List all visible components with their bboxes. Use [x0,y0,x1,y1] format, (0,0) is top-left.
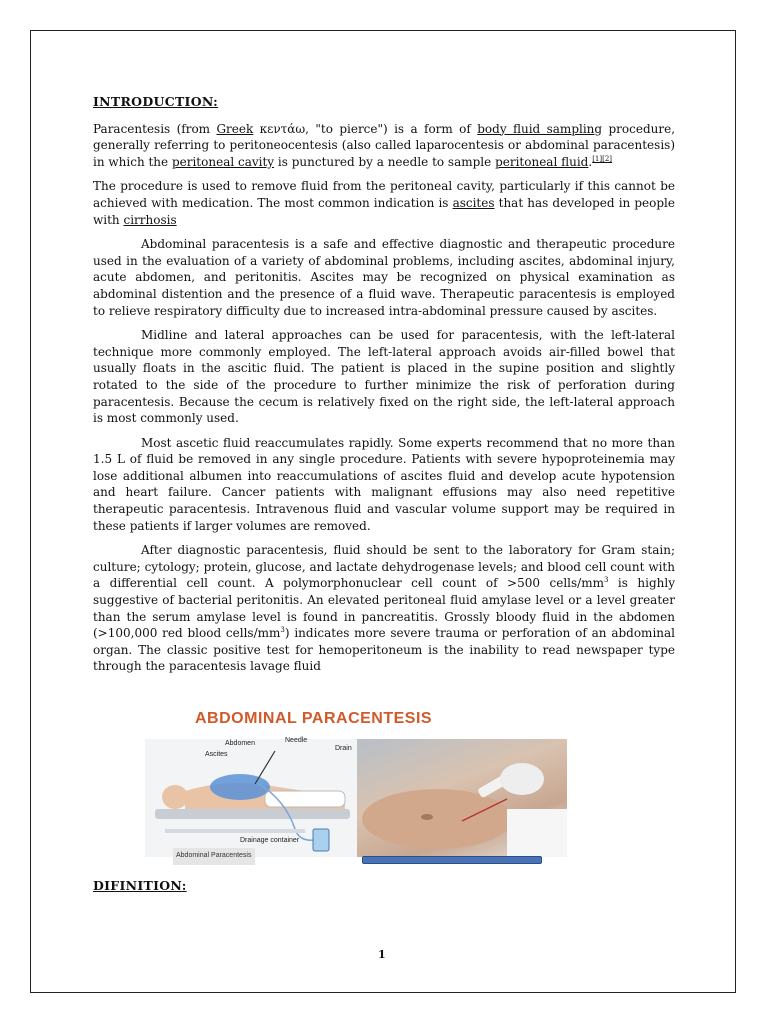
paragraph-approaches: Midline and lateral approaches can be used for paracentesis, with the left-lateral technique more commonly employed. The left-lateral approach avoids air-filled bowel that usually floats in the ascitic fluid. The patient is placed in the supine position and slightly rotated to the side of the procedure to further minimize the risk of perforation during paracentesis. Because the cecum is relatively fixed on the right side, the left-lateral approach is most commonly used. [93,328,675,426]
definition-heading: DIFINITION: [93,878,187,893]
link-peritoneal-cavity[interactable]: peritoneal cavity [171,154,275,169]
figure-title: ABDOMINAL PARACENTESIS [195,710,433,727]
illustration-panel [145,739,357,857]
link-body-fluid-sampling[interactable]: body fluid sampling [477,121,603,136]
document-body [93,94,675,861]
text: After diagnostic paracentesis, fluid should be sent to the laboratory for Gram stain; culture; cytology; protein, glucose, and lactate dehydrogenase levels; and blood cell count with a differential cell count. A polymorphonuclear cell count of >500 cells/mm [93,543,675,591]
superscript: 3 [280,626,285,635]
link-peritoneal-fluid[interactable]: peritoneal fluid [495,154,589,169]
paragraph-laboratory [93,542,675,675]
figure-caption: Abdominal Paracentesis [173,848,255,865]
text: . [588,154,593,169]
decorative-bar [362,856,542,864]
text: procedure, generally referring to peritoneocentesis (also called laparocentesis or abdominal paracentesis) in which the [93,121,676,169]
label-abdomen: Abdomen [225,740,255,747]
paragraph-purpose [93,178,675,228]
text: is punctured by a needle to sample [274,154,496,169]
link-greek[interactable]: Greek [216,121,254,136]
paragraph-reaccumulation: Most ascetic fluid reaccumulates rapidly. Some experts recommend that no more than 1.5 L of fluid be removed in any single procedure. Patients with severe hypoproteinemia may lose additional albumen into reaccumulations of ascites fluid and develop acute hypotension and heart failure. Cancer patients with malignant effusions may also need repetitive therapeutic paracentesis. Intravenous fluid and vascular volume support may be required in these patients if larger volumes are removed. [93,435,675,533]
link-ascites[interactable]: ascites [452,195,495,210]
paragraph-safety: Abdominal paracentesis is a safe and effective diagnostic and therapeutic procedure used in the evaluation of a variety of abdominal problems, including ascites, abdominal injury, acute abdomen, and peritonitis. Ascites may be recognized on physical examination as abdominal distention and the presence of a fluid wave. Therapeutic paracentesis is employed to relieve respiratory difficulty due to increased intra-abdominal pressure caused by ascites. [93,237,675,318]
introduction-heading: INTRODUCTION: [93,94,219,109]
text: ) indicates more severe trauma or perforation of an abdominal organ. The classic positive test for hemoperitoneum is the inability to read newspaper type through the paracentesis lavage fluid [93,626,675,674]
paracentesis-figure [145,711,585,861]
label-ascites: Ascites [205,751,228,758]
text: that has developed in people with [93,195,675,227]
page-number: 1 [378,948,386,961]
link-cirrhosis[interactable]: cirrhosis [123,212,177,227]
procedure-photo [357,739,567,857]
text: κεντάω, "to pierce") is a form of [253,121,478,136]
paragraph-definition [93,121,675,171]
procedure-photo-graphic [357,739,567,857]
label-needle: Needle [285,737,308,744]
reference-links[interactable]: [1][2] [592,154,613,163]
text: is highly suggestive of bacterial peritonitis. An elevated peritoneal fluid amylase level or a level greater than the serum amylase level is found in pancreatitis. Grossly bloody fluid in the abdomen (>100,000 red blood cells/mm [93,576,675,641]
superscript: 3 [603,576,609,585]
label-drain: Drain [335,745,352,752]
text: Paracentesis (from [93,121,217,136]
text: The procedure is used to remove fluid from the peritoneal cavity, particularly if this cannot be achieved with medication. The most common indication is [93,179,675,210]
label-drainage-container: Drainage container [240,837,300,844]
